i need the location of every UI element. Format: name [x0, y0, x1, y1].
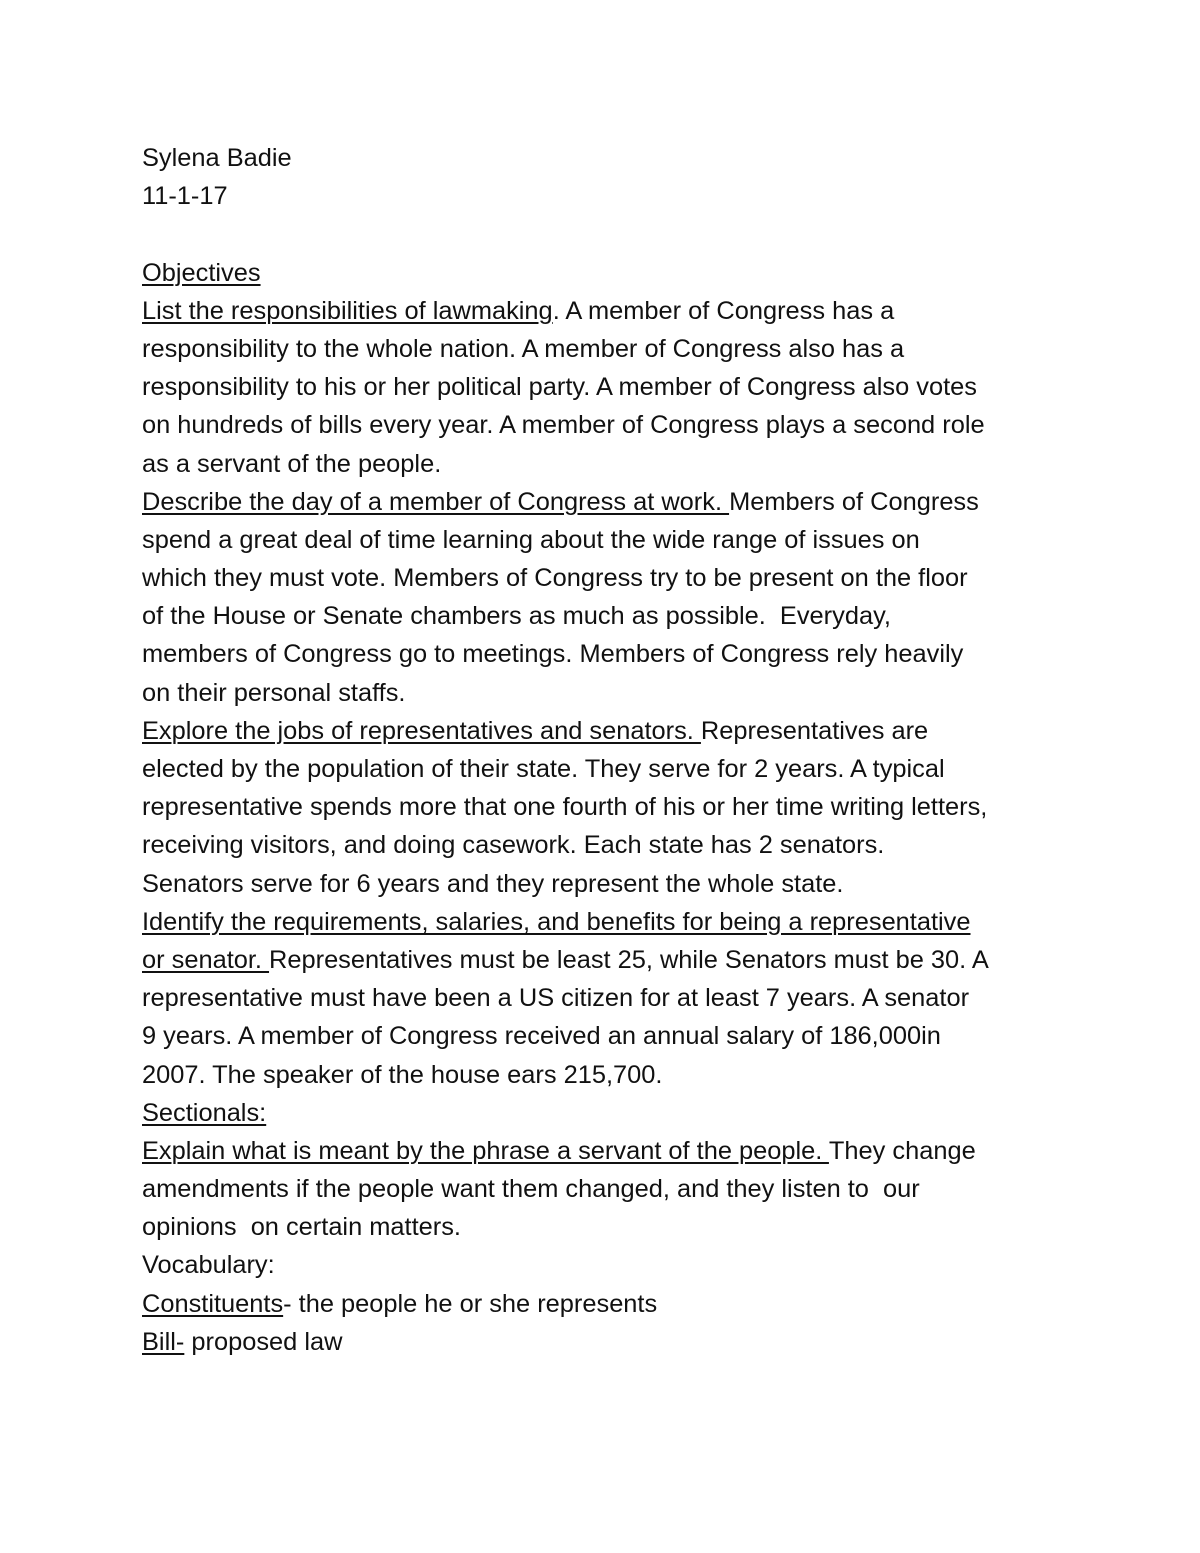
text-segment: amendments if the people want them changed, and they listen to our	[142, 1175, 920, 1204]
document-date: 11-1-17	[142, 182, 228, 211]
text-segment: . A member of Congress has a	[552, 296, 895, 325]
text-line	[142, 406, 1200, 444]
text-segment: Members of Congress	[729, 487, 979, 516]
underlined-text: or senator.	[142, 945, 270, 974]
underlined-text: Bill-	[142, 1327, 185, 1356]
text-segment: on their personal staffs.	[142, 678, 406, 707]
text-segment: responsibility to his or her political party. A member of Congress also votes	[142, 373, 977, 402]
text-line	[142, 292, 1200, 330]
text-line	[142, 445, 1200, 483]
text-segment: spend a great deal of time learning about the wide range of issues on	[142, 525, 920, 554]
blank-line	[142, 215, 1200, 253]
underlined-text: Identify the requirements, salaries, and benefits for being a representative	[142, 907, 971, 936]
text-segment: receiving visitors, and doing casework. Each state has 2 senators.	[142, 831, 885, 860]
text-line	[142, 712, 1200, 750]
text-segment: representative spends more that one fourth of his or her time writing letters,	[142, 793, 988, 822]
author-name: Sylena Badie	[142, 144, 292, 172]
text-segment: which they must vote. Members of Congress try to be present on the floor	[142, 564, 968, 593]
text-segment: Vocabulary:	[142, 1251, 275, 1280]
underlined-text: Describe the day of a member of Congress at work.	[142, 487, 730, 516]
text-segment: representative must have been a US citizen for at least 7 years. A senator	[142, 984, 970, 1013]
text-segment: proposed law	[184, 1327, 343, 1356]
text-segment: opinions on certain matters.	[142, 1213, 461, 1242]
text-line	[142, 1323, 1200, 1361]
underlined-text: Constituents	[142, 1289, 284, 1318]
text-line	[142, 903, 1200, 941]
text-segment: members of Congress go to meetings. Members of Congress rely heavily	[142, 640, 964, 669]
text-line	[142, 254, 1200, 292]
text-line	[142, 1208, 1200, 1246]
underlined-text: Explore the jobs of representatives and senators.	[142, 716, 701, 745]
text-segment: on hundreds of bills every year. A member of Congress plays a second role	[142, 411, 985, 440]
text-segment: as a servant of the people.	[142, 449, 442, 478]
text-line	[142, 941, 1200, 979]
underlined-text: Objectives	[142, 258, 261, 287]
text-segment: elected by the population of their state. They serve for 2 years. A typical	[142, 755, 945, 783]
text-segment: They change	[828, 1136, 976, 1165]
text-line	[142, 788, 1200, 826]
text-line	[142, 865, 1200, 903]
text-segment: Representatives are	[700, 716, 929, 745]
text-line	[142, 635, 1200, 673]
text-line	[142, 559, 1200, 597]
text-line	[142, 483, 1200, 521]
text-line	[142, 1094, 1200, 1132]
underlined-text: List the responsibilities of lawmaking	[142, 296, 553, 325]
text-line	[142, 750, 1200, 788]
text-line	[142, 368, 1200, 406]
text-line	[142, 1246, 1200, 1284]
text-segment: 2007. The speaker of the house ears 215,700.	[142, 1060, 663, 1089]
text-line	[142, 597, 1200, 635]
text-line	[142, 1170, 1200, 1208]
underlined-text: Sectionals:	[142, 1098, 267, 1127]
text-line	[142, 521, 1200, 559]
text-line	[142, 1132, 1200, 1170]
text-line	[142, 826, 1200, 864]
text-segment: responsibility to the whole nation. A member of Congress also has a	[142, 334, 905, 363]
text-line	[142, 979, 1200, 1017]
text-segment: of the House or Senate chambers as much as possible. Everyday,	[142, 602, 891, 631]
text-line	[142, 330, 1200, 368]
text-segment: - the people he or she represents	[283, 1289, 658, 1318]
text-line	[142, 1017, 1200, 1055]
text-segment: 9 years. A member of Congress received an annual salary of 186,000in	[142, 1022, 941, 1051]
text-segment: Senators serve for 6 years and they represent the whole state.	[142, 869, 844, 898]
text-line	[142, 1056, 1200, 1094]
underlined-text: Explain what is meant by the phrase a servant of the people.	[142, 1136, 829, 1165]
document-body	[142, 254, 1200, 1361]
text-line	[142, 1285, 1200, 1323]
text-segment: Representatives must be least 25, while Senators must be 30. A	[269, 945, 989, 974]
text-line	[142, 674, 1200, 712]
